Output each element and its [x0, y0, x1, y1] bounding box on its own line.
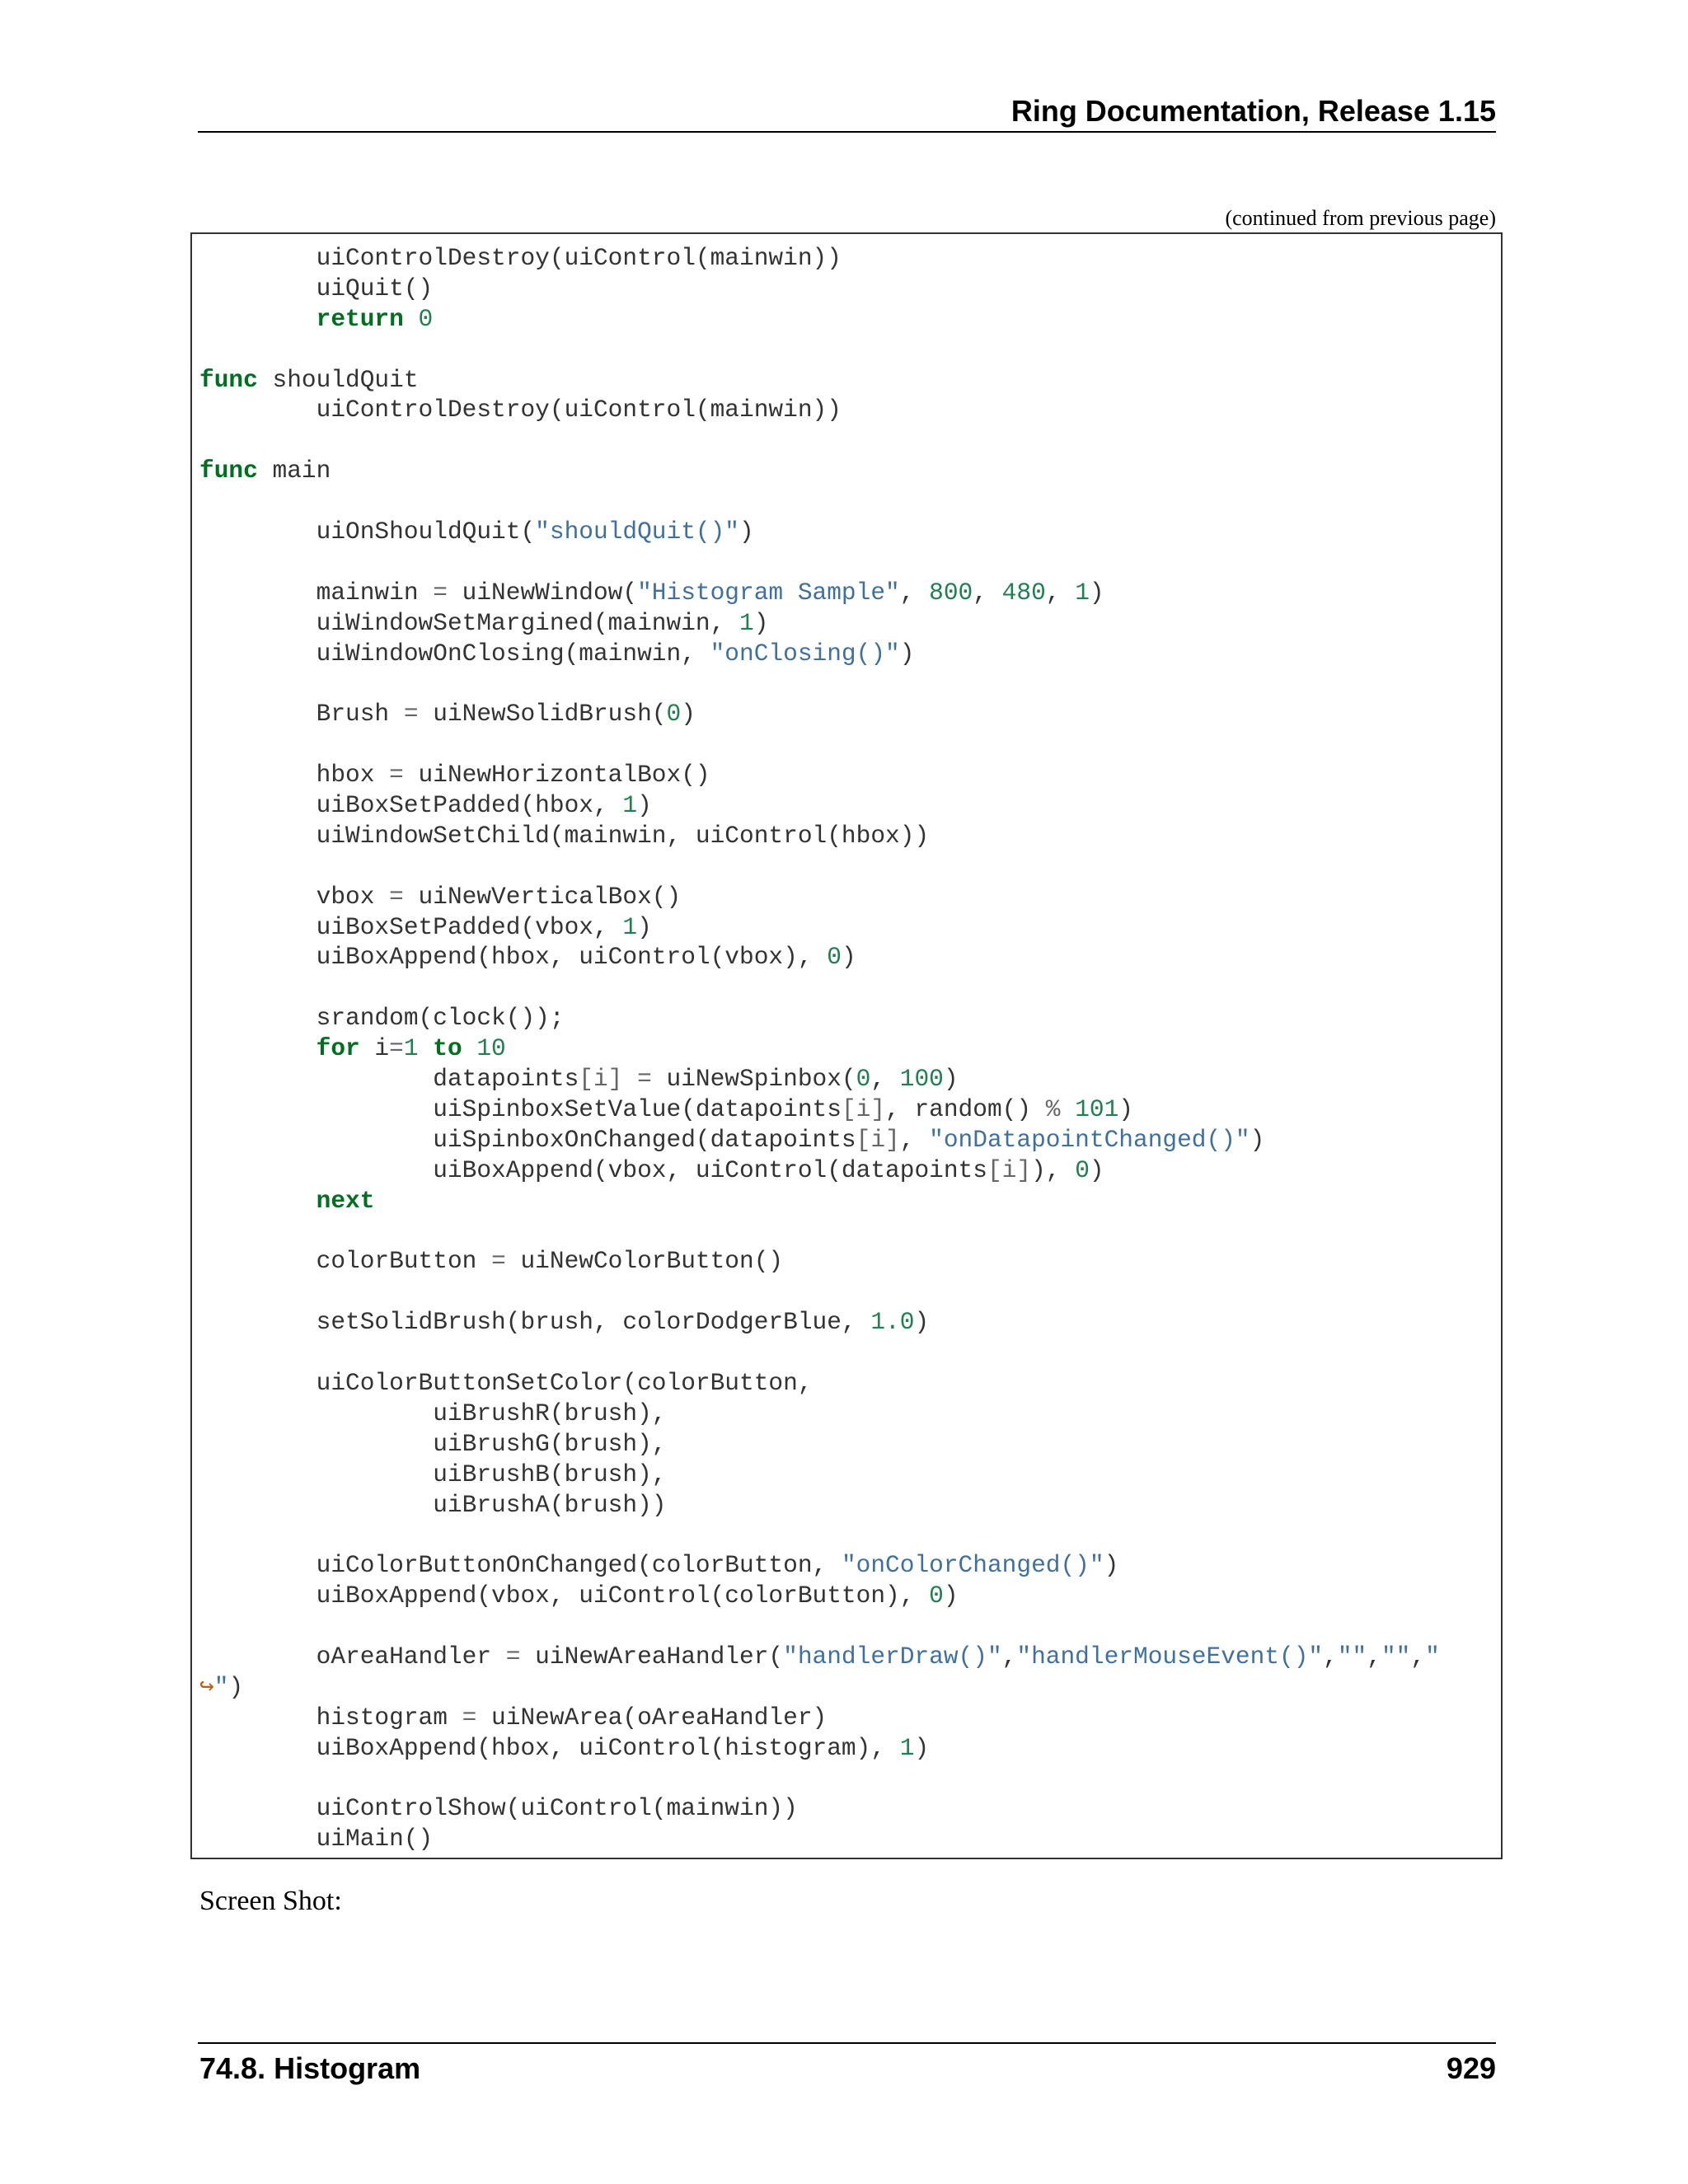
code-token: =	[389, 1034, 404, 1063]
code-token: 800	[929, 578, 973, 607]
code-token: uiBrushB(brush),	[199, 1460, 667, 1488]
code-token: )	[739, 518, 754, 546]
code-token: "onColorChanged()"	[841, 1551, 1104, 1580]
code-token: uiBoxSetPadded(hbox,	[199, 791, 623, 820]
code-token	[462, 1034, 477, 1062]
code-token: )	[637, 912, 652, 941]
code-line	[199, 729, 1440, 760]
code-token: [i]	[841, 1094, 886, 1123]
code-token: uiSpinboxSetValue(datapoints	[199, 1094, 842, 1123]
code-token: )	[228, 1672, 244, 1701]
code-token: return	[316, 304, 404, 333]
footer-page-number: 929	[1446, 2051, 1496, 2085]
code-token: main	[257, 457, 331, 485]
code-token: ,	[973, 578, 1002, 607]
code-token: ,	[870, 1065, 900, 1094]
code-token: )	[753, 608, 769, 637]
code-token: 1	[403, 1034, 419, 1063]
code-token: srandom(clock());	[199, 1004, 565, 1033]
code-token: "	[213, 1672, 229, 1701]
code-token: ,	[899, 578, 930, 607]
code-token: 1	[622, 912, 638, 941]
code-line	[199, 365, 1440, 396]
code-token: [i]	[579, 1065, 623, 1094]
code-line	[199, 1581, 1440, 1611]
code-line	[199, 274, 1440, 304]
code-token: )	[681, 700, 696, 729]
code-line	[199, 1125, 1440, 1155]
code-token: 1	[739, 608, 754, 637]
code-line	[199, 425, 1440, 456]
code-token: "onDatapointChanged()"	[929, 1125, 1250, 1154]
code-token	[404, 305, 419, 333]
code-token: )	[1089, 1155, 1104, 1184]
code-token: uiMain()	[199, 1825, 434, 1854]
code-token: uiNewArea(oAreaHandler)	[476, 1703, 828, 1732]
code-token	[419, 1034, 434, 1062]
code-line	[199, 517, 1440, 547]
code-token: ""	[1381, 1642, 1411, 1671]
code-line	[199, 395, 1440, 425]
code-token: uiNewSpinbox(	[651, 1065, 856, 1094]
code-token: "onClosing()"	[710, 639, 900, 668]
code-token: =	[637, 1065, 652, 1094]
code-token: uiNewSolidBrush(	[418, 700, 667, 729]
code-token: 0	[418, 304, 434, 333]
code-token: )	[1104, 1551, 1119, 1580]
code-token: ,	[899, 1125, 930, 1154]
code-line	[199, 243, 1440, 274]
code-line	[199, 547, 1440, 578]
code-token: uiOnShouldQuit(	[199, 518, 536, 546]
code-token: =	[389, 761, 404, 790]
code-token: =	[505, 1642, 521, 1671]
code-line	[199, 942, 1440, 972]
code-token	[199, 305, 316, 333]
code-block	[190, 232, 1503, 1859]
code-line	[199, 1246, 1440, 1277]
code-token: , random()	[885, 1094, 1046, 1123]
code-token: uiControlDestroy(uiControl(mainwin))	[199, 244, 842, 272]
code-token: uiWindowOnClosing(mainwin,	[199, 639, 710, 668]
code-token: uiNewColorButton()	[505, 1247, 784, 1276]
code-token: ,	[1367, 1642, 1381, 1671]
code-token: uiQuit()	[199, 274, 434, 302]
code-token: mainwin	[199, 578, 434, 607]
code-token: 0	[929, 1582, 944, 1610]
code-token	[622, 1065, 637, 1093]
code-token: uiNewWindow(	[447, 578, 638, 607]
code-token: uiBrushR(brush),	[199, 1399, 667, 1427]
code-line	[199, 1793, 1440, 1824]
code-line	[199, 304, 1440, 335]
code-token: uiBoxAppend(hbox, uiControl(histogram),	[199, 1733, 900, 1762]
footer-rule	[198, 2042, 1496, 2044]
code-token	[199, 1034, 316, 1062]
code-token: uiColorButtonSetColor(colorButton,	[199, 1368, 813, 1397]
code-line	[199, 821, 1440, 851]
code-line	[199, 1094, 1440, 1125]
code-token: )	[1118, 1094, 1133, 1123]
code-line	[199, 1064, 1440, 1094]
page-header-title: Ring Documentation, Release 1.15	[1010, 94, 1496, 128]
code-token: =	[491, 1247, 506, 1276]
code-token: setSolidBrush(brush, colorDodgerBlue,	[199, 1308, 871, 1337]
code-token: 0	[827, 943, 842, 972]
code-token: to	[433, 1034, 462, 1063]
code-token: =	[433, 578, 448, 607]
code-token: 0	[856, 1065, 871, 1094]
code-token: %	[1045, 1094, 1061, 1123]
code-line	[199, 1216, 1440, 1247]
code-token: shouldQuit	[257, 365, 419, 394]
code-line	[199, 1824, 1440, 1854]
code-line	[199, 851, 1440, 882]
code-line	[199, 1003, 1440, 1033]
code-token: uiWindowSetChild(mainwin, uiControl(hbox))	[199, 821, 930, 850]
code-token: "handlerDraw()"	[783, 1642, 1002, 1671]
code-token: uiWindowSetMargined(mainwin,	[199, 608, 740, 637]
code-token: )	[899, 639, 915, 668]
code-token: )	[914, 1308, 930, 1337]
code-token: uiBoxAppend(vbox, uiControl(datapoints	[199, 1155, 987, 1184]
code-token: ,	[1410, 1642, 1426, 1671]
code-token: ↪	[199, 1672, 214, 1701]
code-token: next	[316, 1186, 375, 1215]
code-token: 101	[1075, 1094, 1119, 1123]
code-token: ,	[1045, 578, 1076, 607]
code-line	[199, 668, 1440, 699]
code-line	[199, 972, 1440, 1003]
code-token: uiControlDestroy(uiControl(mainwin))	[199, 396, 842, 424]
code-line	[199, 1277, 1440, 1307]
code-line	[199, 486, 1440, 517]
code-token: uiNewVerticalBox()	[403, 882, 682, 911]
code-token: =	[389, 882, 404, 911]
code-line	[199, 608, 1440, 639]
code-line	[199, 790, 1440, 821]
code-token	[1060, 1095, 1075, 1123]
code-token: 100	[899, 1065, 944, 1094]
code-token: "	[1425, 1642, 1440, 1671]
code-token: datapoints	[199, 1065, 579, 1094]
header-rule	[198, 131, 1496, 133]
code-token: 0	[666, 700, 682, 729]
code-token: 1	[899, 1733, 915, 1762]
code-line	[199, 1186, 1440, 1216]
code-token: uiControlShow(uiControl(mainwin))	[199, 1794, 798, 1823]
code-token: colorButton	[199, 1247, 492, 1276]
code-token: =	[462, 1703, 477, 1732]
code-token: uiBoxSetPadded(vbox,	[199, 912, 623, 941]
code-token: )	[637, 791, 652, 820]
code-line	[199, 1307, 1440, 1338]
code-token	[199, 1187, 316, 1215]
code-token: "Histogram Sample"	[637, 578, 900, 607]
code-token: [i]	[987, 1155, 1032, 1184]
code-line	[199, 1642, 1440, 1672]
code-token: 0	[1075, 1155, 1090, 1184]
code-line	[199, 1611, 1440, 1642]
code-token: [i]	[856, 1125, 900, 1154]
code-line	[199, 1338, 1440, 1368]
code-line	[199, 1703, 1440, 1733]
code-line	[199, 1520, 1440, 1550]
code-line	[199, 456, 1440, 486]
code-token: uiSpinboxOnChanged(datapoints	[199, 1125, 856, 1154]
code-token: func	[199, 457, 258, 485]
code-token: uiNewHorizontalBox()	[403, 761, 710, 790]
code-token: 1	[622, 791, 638, 820]
code-line	[199, 1155, 1440, 1186]
code-token: vbox	[199, 882, 390, 911]
code-line	[199, 1460, 1440, 1490]
code-line	[199, 882, 1440, 912]
code-token: for	[316, 1034, 360, 1063]
code-token: )	[1250, 1125, 1265, 1154]
code-token: =	[403, 700, 419, 729]
code-token: histogram	[199, 1703, 462, 1732]
code-line	[199, 1764, 1440, 1794]
code-token: "handlerMouseEvent()"	[1016, 1642, 1324, 1671]
code-line	[199, 335, 1440, 365]
code-line	[199, 699, 1440, 729]
code-token: uiBoxAppend(vbox, uiControl(colorButton),	[199, 1582, 930, 1610]
code-line	[199, 578, 1440, 608]
code-token: 10	[476, 1034, 506, 1063]
code-line	[199, 1733, 1440, 1764]
code-line	[199, 1368, 1440, 1399]
code-line	[199, 1490, 1440, 1521]
code-token: uiBrushG(brush),	[199, 1429, 667, 1458]
code-token: 1	[1075, 578, 1090, 607]
code-token: Brush	[199, 700, 404, 729]
screen-shot-label: Screen Shot:	[199, 1886, 342, 1916]
code-token: 480	[1001, 578, 1046, 607]
code-token: )	[1089, 578, 1104, 607]
code-listing	[199, 243, 1440, 1854]
code-token: uiColorButtonOnChanged(colorButton,	[199, 1551, 842, 1580]
code-token: hbox	[199, 761, 390, 790]
code-token: ),	[1031, 1155, 1076, 1184]
code-line	[199, 760, 1440, 790]
code-line	[199, 912, 1440, 943]
code-token: uiBrushA(brush))	[199, 1490, 667, 1519]
code-token: )	[943, 1065, 959, 1094]
code-token: uiNewAreaHandler(	[520, 1642, 784, 1671]
code-token: )	[914, 1733, 930, 1762]
code-token: 1.0	[870, 1308, 915, 1337]
code-line	[199, 1429, 1440, 1460]
code-token: uiBoxAppend(hbox, uiControl(vbox),	[199, 943, 828, 972]
code-token: )	[841, 943, 856, 972]
code-line	[199, 1033, 1440, 1064]
code-line	[199, 1399, 1440, 1429]
code-line	[199, 1672, 1440, 1703]
code-token: ,	[1001, 1642, 1017, 1671]
code-token: oAreaHandler	[199, 1642, 506, 1671]
code-token: "shouldQuit()"	[535, 518, 740, 546]
code-token: ,	[1323, 1642, 1338, 1671]
code-token: ""	[1337, 1642, 1367, 1671]
continued-label: (continued from previous page)	[1225, 206, 1496, 230]
footer-section-title: 74.8. Histogram	[199, 2051, 421, 2085]
code-token: func	[199, 365, 258, 394]
code-line	[199, 639, 1440, 669]
code-token: i	[359, 1034, 390, 1063]
code-line	[199, 1550, 1440, 1581]
code-token: )	[943, 1582, 959, 1610]
